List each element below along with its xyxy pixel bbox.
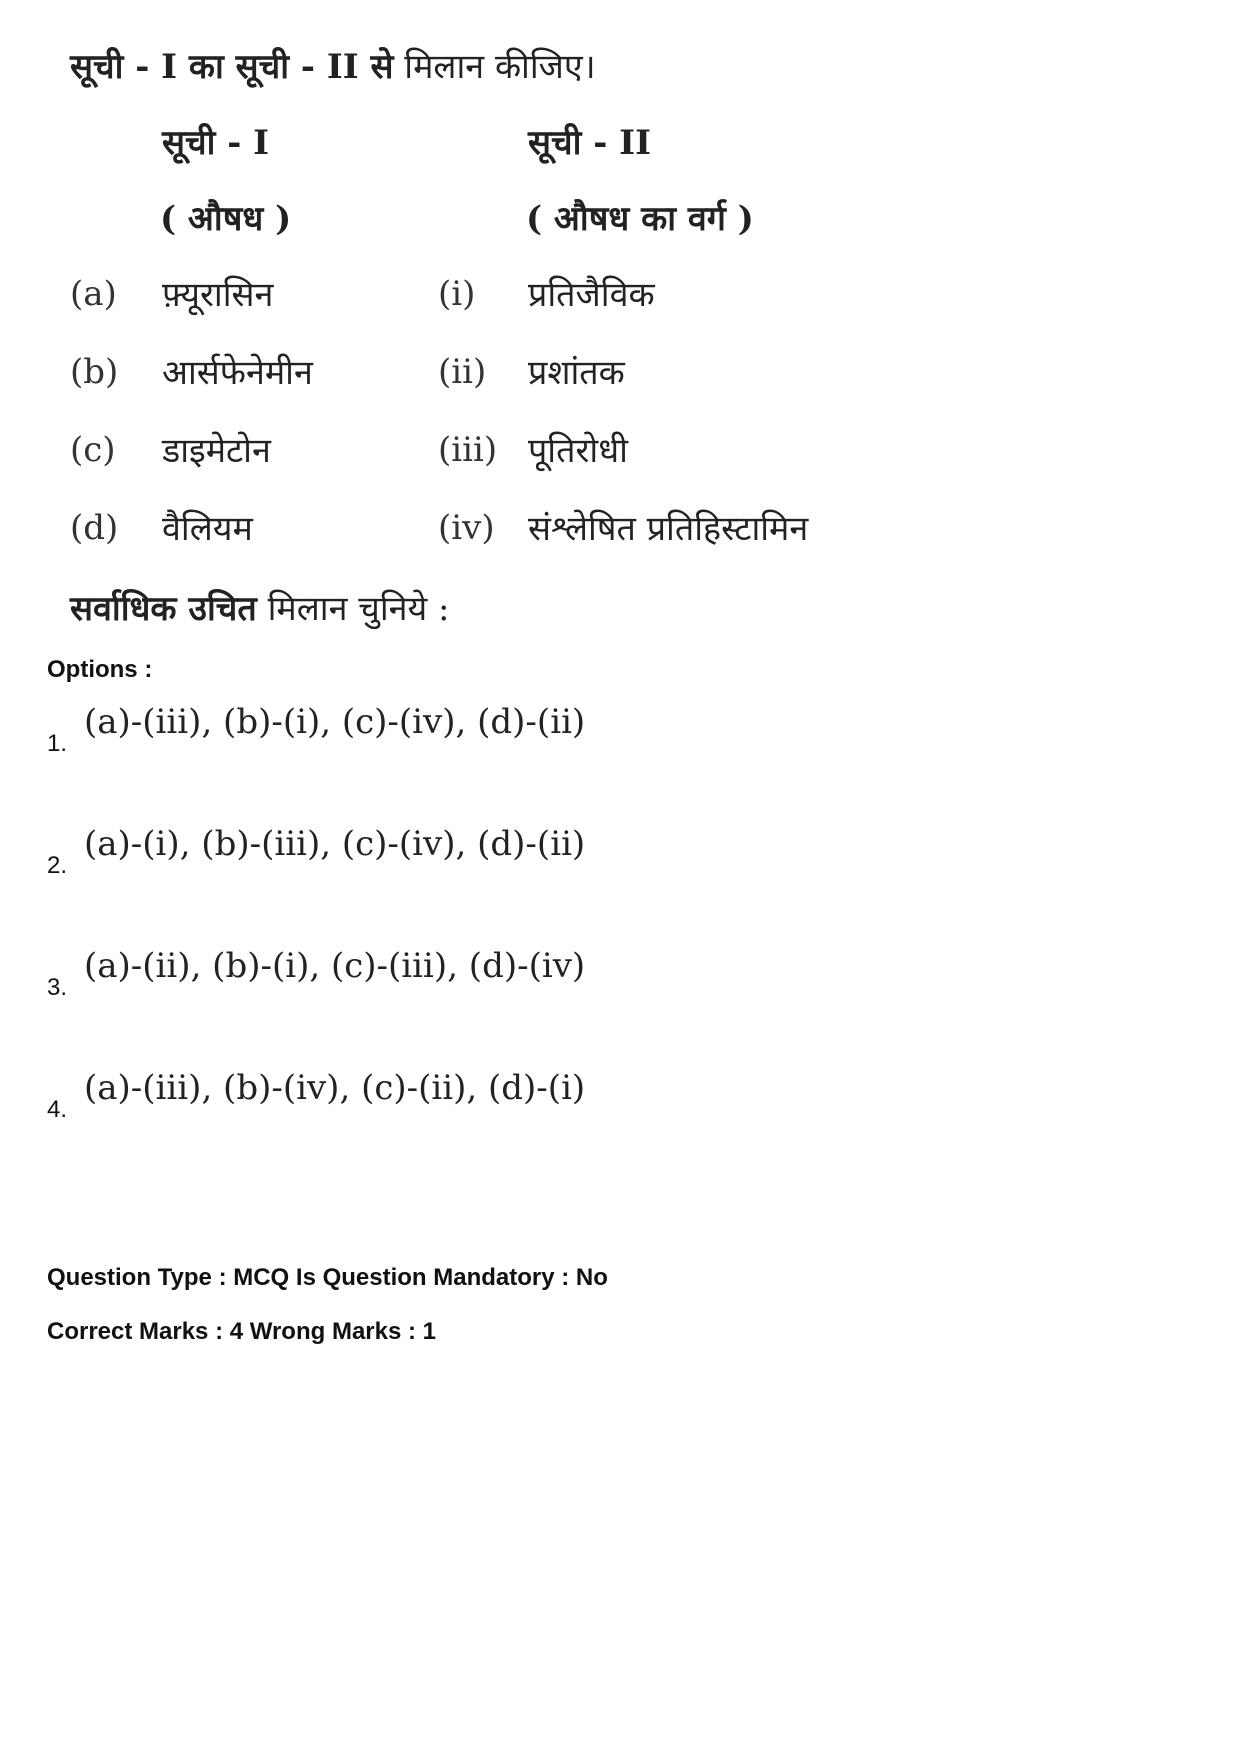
list1-subheader: ( औषध ): [160, 199, 292, 239]
list1-header: सूची - I: [162, 123, 270, 163]
option-3-number: 3.: [47, 974, 68, 1001]
row-c-value: डाइमेटोन: [162, 431, 271, 471]
row-c-label: (c): [70, 430, 116, 470]
row-ii-label: (ii): [438, 352, 487, 392]
choose-instruction-bold: सर्वाधिक उचित: [70, 589, 257, 629]
marks-line: Correct Marks : 4 Wrong Marks : 1: [47, 1318, 437, 1345]
list2-header: सूची - II: [528, 123, 651, 163]
row-i-label: (i): [438, 274, 476, 314]
options-label: Options :: [47, 656, 153, 683]
option-2-number: 2.: [47, 852, 68, 879]
row-d-value: वैलियम: [162, 509, 253, 549]
option-3[interactable]: (a)-(ii), (b)-(i), (c)-(iii), (d)-(iv): [84, 946, 586, 986]
question-type-line: Question Type : MCQ Is Question Mandatory : No: [47, 1264, 608, 1291]
option-2[interactable]: (a)-(i), (b)-(iii), (c)-(iv), (d)-(ii): [84, 824, 586, 864]
choose-instruction-rest: मिलान चुनिये :: [256, 589, 450, 629]
row-iii-value: पूतिरोधी: [528, 431, 628, 471]
row-ii-value: प्रशांतक: [528, 353, 625, 393]
row-iv-value: संश्लेषित प्रतिहिस्टामिन: [528, 509, 809, 549]
row-iii-label: (iii): [438, 430, 498, 470]
choose-instruction: [70, 584, 450, 630]
row-d-label: (d): [70, 508, 119, 548]
row-i-value: प्रतिजैविक: [528, 275, 655, 315]
option-4-number: 4.: [47, 1096, 68, 1123]
row-b-value: आर्सफेनेमीन: [162, 353, 313, 393]
option-4[interactable]: (a)-(iii), (b)-(iv), (c)-(ii), (d)-(i): [84, 1068, 586, 1108]
row-iv-label: (iv): [438, 508, 495, 548]
question-instruction-rest: मिलान कीजिए।: [393, 47, 596, 87]
row-a-value: फ़्यूरासिन: [162, 275, 274, 315]
row-b-label: (b): [70, 352, 119, 392]
option-1-number: 1.: [47, 730, 68, 757]
option-1[interactable]: (a)-(iii), (b)-(i), (c)-(iv), (d)-(ii): [84, 702, 586, 742]
question-instruction: [70, 42, 596, 88]
question-instruction-bold: सूची - I का सूची - II से: [70, 47, 394, 87]
list2-subheader: ( औषध का वर्ग ): [526, 199, 754, 239]
row-a-label: (a): [70, 274, 117, 314]
